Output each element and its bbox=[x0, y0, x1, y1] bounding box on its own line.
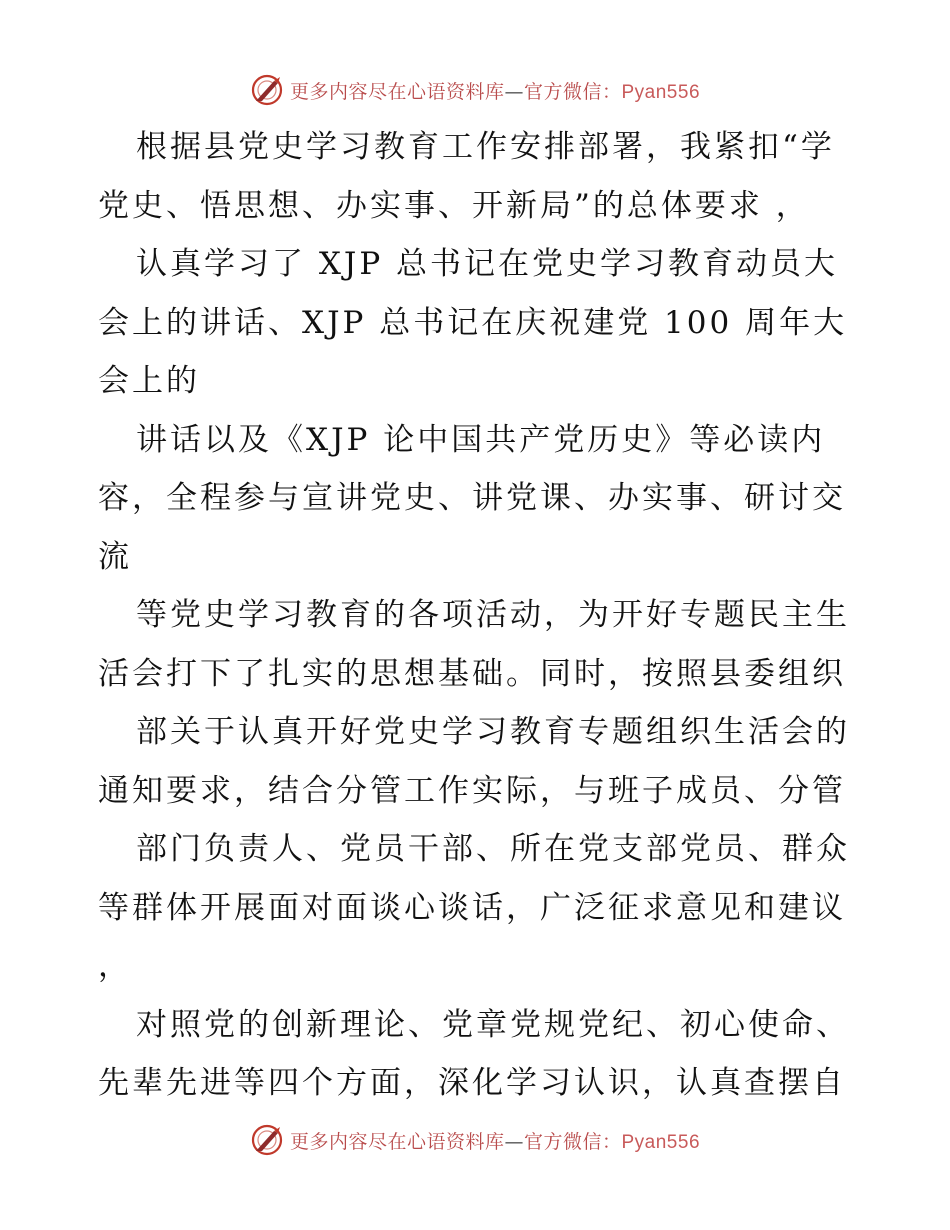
text-line: 对照党的创新理论、党章党规党纪、初心使命、 bbox=[136, 1006, 850, 1043]
text-line: 流 bbox=[98, 538, 132, 575]
text-line: 等党史学习教育的各项活动，为开好专题民主生 bbox=[136, 597, 850, 633]
text-line: 部门负责人、党员干部、所在党支部党员、群众 bbox=[136, 831, 850, 867]
text-line: 认真学习了 XJP 总书记在党史学习教育动员大 bbox=[136, 246, 839, 282]
watermark-contact-label: 官方微信： bbox=[523, 1130, 622, 1153]
quill-pen-logo-icon bbox=[250, 1123, 284, 1157]
watermark-separator: — bbox=[504, 1130, 524, 1153]
watermark-contact-id: Pyan556 bbox=[621, 81, 701, 103]
text-line: 部关于认真开好党史学习教育专题组织生活会的 bbox=[136, 714, 850, 750]
footer-watermark bbox=[0, 1120, 950, 1160]
header-watermark bbox=[0, 70, 950, 110]
text-line: ， bbox=[98, 948, 132, 984]
text-line: 活会打下了扎实的思想基础。同时，按照县委组织 bbox=[98, 655, 846, 692]
text-line: 通知要求，结合分管工作实际，与班子成员、分管 bbox=[98, 772, 846, 809]
document-body bbox=[98, 118, 858, 1113]
text-line: 会上的讲话、XJP 总书记在庆祝建党 100 周年大 bbox=[98, 304, 848, 341]
text-line: 容，全程参与宣讲党史、讲党课、办实事、研讨交 bbox=[98, 480, 846, 516]
text-line: 会上的 bbox=[98, 363, 200, 399]
text-line: 等群体开展面对面谈心谈话，广泛征求意见和建议 bbox=[98, 889, 846, 926]
text-line: 根据县党史学习教育工作安排部署，我紧扣“学 bbox=[136, 129, 835, 165]
watermark-contact-id: Pyan556 bbox=[621, 1131, 701, 1153]
watermark-contact-label: 官方微信： bbox=[523, 80, 622, 103]
quill-pen-logo-icon bbox=[250, 73, 284, 107]
text-line: 讲话以及《XJP 论中国共产党历史》等必读内 bbox=[136, 421, 826, 458]
watermark-brand: 更多内容尽在心语资料库 bbox=[289, 80, 505, 103]
text-line: 先辈先进等四个方面，深化学习认识，认真查摆自 bbox=[98, 1065, 846, 1101]
watermark-brand: 更多内容尽在心语资料库 bbox=[289, 1130, 505, 1153]
text-line: 党史、悟思想、办实事、开新局”的总体要求 ， bbox=[98, 187, 810, 224]
watermark-separator: — bbox=[504, 80, 524, 103]
